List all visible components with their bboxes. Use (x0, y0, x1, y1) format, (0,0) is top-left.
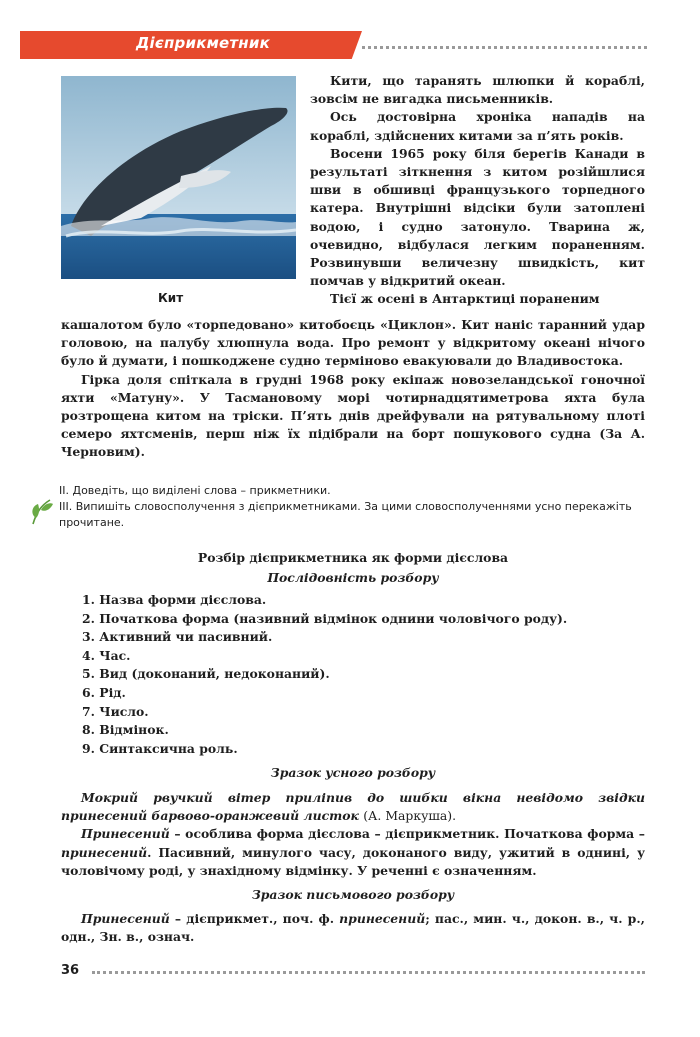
paragraph-continuation: кашалотом було «торпедовано» китобоєць «Циклон». Кит наніс таранний удар головою, на палубу хлюпнула вода. Про ремонт у відкритому океані нічого було й думати, і пошкоджене судно терміново евакуювали до Владивостока. (61, 317, 645, 369)
section-title: Розбір дієприкметника як форми дієслова (197, 550, 509, 565)
tasks (59, 483, 649, 531)
written-sample-text (61, 910, 645, 946)
full-width-text (61, 316, 645, 462)
paragraph: Ось достовірна хроніка нападів на кораблі, здійснених китами за п’ять років. (310, 109, 645, 143)
initial-form: принесений (339, 911, 426, 926)
sentence-author: (А. Маркуша). (363, 808, 457, 824)
chapter-title: Дієприкметник (136, 34, 270, 52)
task-3: ІІІ. Випишіть словосполучення з дієприкметниками. За цими словосполученнями усно перекажіть прочитане. (59, 500, 632, 529)
sentence-text: Мокрий рвучкий вітер приліпив до шибки вікна невідомо звідки принесений барвово-оранжевий листок (61, 790, 645, 824)
whale-image (61, 76, 296, 279)
paragraph: Тієї ж осені в Антарктиці пораненим (330, 291, 600, 307)
right-column-text (310, 72, 645, 309)
paragraph (61, 371, 645, 462)
list-item: 1. Назва форми дієслова. (82, 592, 267, 607)
initial-form: принесений (61, 844, 148, 860)
list-item: 3. Активний чи пасивний. (82, 629, 273, 645)
oral-analysis (61, 825, 645, 880)
list-item: 5. Вид (доконаний, недоконаний). (82, 666, 330, 682)
leaf-icon (30, 496, 54, 526)
analyzed-word: Принесений (81, 826, 170, 842)
analysis-text: . Пасивний, минулого часу, доконаного виду, ужитий в однині, у чоловічому роді, у знахідному відмінку. У реченні є означенням. (61, 844, 645, 878)
list-item: 6. Рід. (82, 684, 126, 700)
written-sample-title: Зразок письмового розбору (251, 887, 455, 902)
list-item: 7. Число. (82, 703, 149, 719)
analysis-text: – дієприкмет., поч. ф. (174, 911, 335, 926)
written-analysis (61, 910, 645, 946)
whale-caption: Кит (158, 291, 184, 305)
list-item: 2. Початкова форма (називний відмінок однини чоловічого роду). (82, 610, 568, 626)
list-item: 8. Відмінок. (82, 722, 169, 738)
parse-steps (82, 591, 567, 758)
page-number: 36 (61, 963, 80, 978)
paragraph: Восени 1965 року біля берегів Канади в результаті зіткнення з китом розійшлися шви в обшивці французького торпедного катера. Внутрішні відсіки були затоплені водою, і судно затонуло. Тварина ж, очевидно, відбулася легким пораненням. Розвинувши величезну швидкість, кит помчав у відкритий океан. (310, 145, 645, 289)
source-citation: (За А. Черновим). (61, 426, 646, 460)
section-subtitle: Послідовність розбору (267, 570, 439, 585)
oral-sample-text (61, 789, 645, 880)
oral-sample-title: Зразок усного розбору (270, 765, 436, 780)
chapter-header (0, 31, 700, 59)
list-item: 9. Синтаксична роль. (82, 740, 238, 756)
example-sentence (61, 789, 645, 825)
header-dotted-line (362, 46, 647, 49)
analysis-text: – особлива форма дієслова – дієприкметник. Початкова форма – (174, 826, 645, 842)
analysis-text: ; пас., мин. ч., докон. в., ч. р., одн., Зн. в., означ. (61, 911, 645, 945)
analyzed-word: Принесений (81, 911, 170, 926)
paragraph: Кити, що таранять шлюпки й кораблі, зовсім не вигадка письменників. (310, 73, 645, 107)
task-2: ІІ. Доведіть, що виділені слова – прикметники. (59, 484, 331, 497)
list-item: 4. Час. (82, 647, 131, 663)
footer-dotted-line (92, 971, 645, 974)
paragraph-text: Гірка доля спіткала в грудні 1968 року екіпаж новозеландської гоночної яхти «Матуну». У Тасмановому морі чотирнадцятиметрова яхта була розтрощена китом на тріски. П’ять днів дрейфували на рятувальному плоті семеро яхтсменів, перш ніж їх підібрали на борт пошукового судна (61, 371, 645, 442)
